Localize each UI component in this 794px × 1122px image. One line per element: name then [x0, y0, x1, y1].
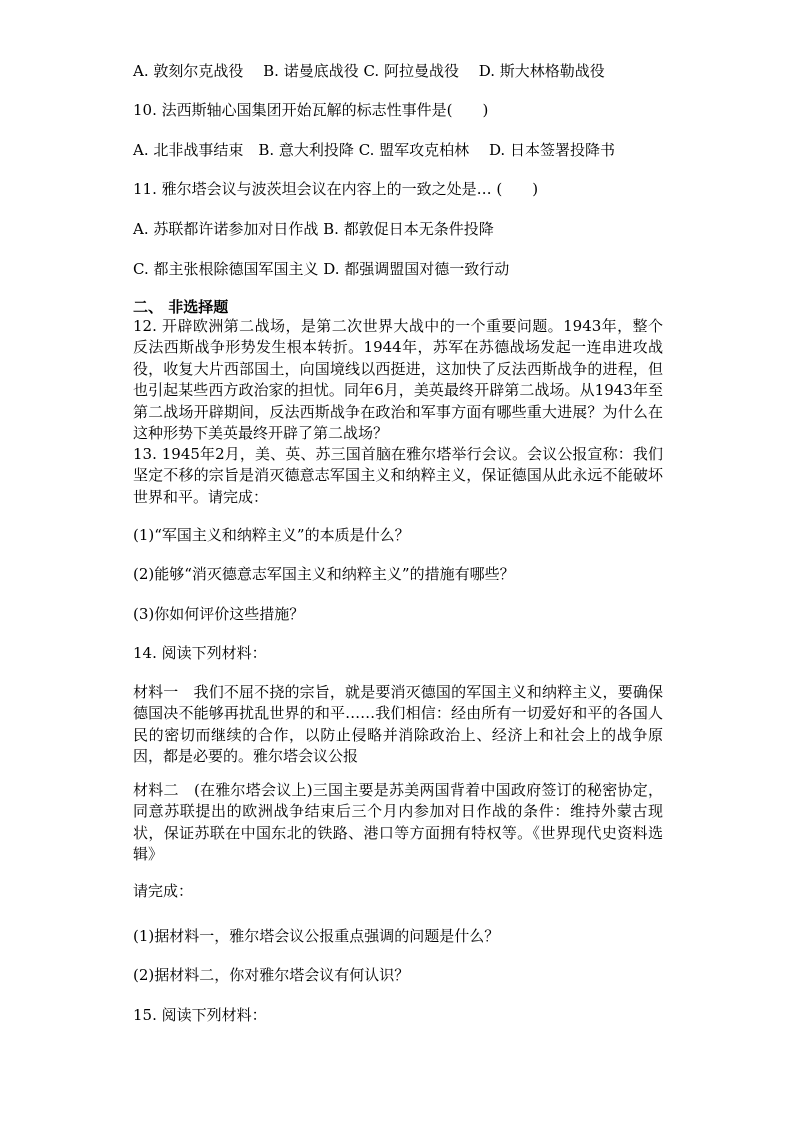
section-title: 二、 非选择题 — [133, 298, 229, 316]
q14-sub1: (1)据材料一，雅尔塔会议公报重点强调的问题是什么？ — [133, 927, 500, 945]
q13-sub2: (2)能够“消灭德意志军国主义和纳粹主义”的措施有哪些？ — [133, 565, 515, 583]
q13-sub3: (3)你如何评价这些措施？ — [133, 605, 305, 623]
q14-sub2: (2)据材料二，你对雅尔塔会议有何认识？ — [133, 966, 410, 984]
q14-prompt: 请完成： — [133, 882, 194, 900]
q14-material1: 材料一 我们不屈不挠的宗旨，就是要消灭德国的军国主义和纳粹主义，要确保德国决不能够再扰乱世界的和平……我们相信：经由所有一切爱好和平的各国人民的密切而继续的合作，以防止侵略并消除政治上、经济上和社会上的战争原因，都是必要的。雅尔塔会议公报 — [133, 683, 663, 766]
q10-stem: 10. 法西斯轴心国集团开始瓦解的标志性事件是( ) — [133, 101, 489, 119]
q11-options-cd: C. 都主张根除德国军国主义 D. 都强调盟国对德一致行动 — [133, 260, 510, 278]
q13-sub1: (1)“军国主义和纳粹主义”的本质是什么？ — [133, 526, 410, 544]
q11-options-ab: A. 苏联都许诺参加对日作战 B. 都敦促日本无条件投降 — [133, 220, 494, 238]
q15-stem: 15. 阅读下列材料： — [133, 1006, 267, 1024]
q9-options: A. 敦刻尔克战役 B. 诺曼底战役 C. 阿拉曼战役 D. 斯大林格勒战役 — [133, 62, 605, 80]
q11-stem: 11. 雅尔塔会议与波茨坦会议在内容上的一致之处是… ( ) — [133, 180, 539, 198]
q10-options: A. 北非战事结束 B. 意大利投降 C. 盟军攻克柏林 D. 日本签署投降书 — [133, 141, 615, 159]
q14-material2: 材料二 (在雅尔塔会议上)三国主要是苏美两国背着中国政府签订的秘密协定，同意苏联提出的欧洲战争结束后三个月内参加对日作战的条件：维持外蒙古现状，保证苏联在中国东北的铁路、港口等方面拥有特权等。《世界现代史资料选辑》 — [133, 781, 663, 864]
q13-stem: 13. 1945年2月，美、英、苏三国首脑在雅尔塔举行会议。会议公报宣称：我们坚定不移的宗旨是消灭德意志军国主义和纳粹主义，保证德国从此永远不能破坏世界和平。请完成： — [133, 445, 663, 506]
q12-text: 12. 开辟欧洲第二战场，是第二次世界大战中的一个重要问题。1943年，整个反法西斯战争形势发生根本转折。1944年，苏军在苏德战场发起一连串进攻战役，收复大片西部国土，向国境线以西挺进，这加快了反法西斯战争的进程，但也引起某些西方政治家的担忧。同年6月，美英最终开辟第二战场。从1943年至第二战场开辟期间，反法西斯战争在政治和军事方面有哪些重大进展？为什么在这种形势下美英最终开辟了第二战场？ — [133, 317, 663, 443]
q14-stem: 14. 阅读下列材料： — [133, 644, 267, 662]
